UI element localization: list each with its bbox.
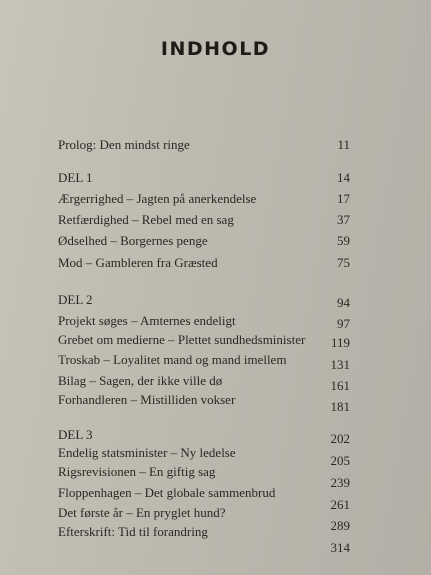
toc-entry	[58, 483, 350, 512]
toc-entry-label: Ødselhed – Borgernes penge	[58, 233, 208, 248]
toc-entry-page: 14	[337, 170, 350, 185]
toc-entry-label: Prolog: Den mindst ringe	[58, 137, 190, 152]
toc-entry-label: Mod – Gambleren fra Græsted	[58, 255, 218, 270]
toc-entry-label: Projekt søges – Amternes endeligt	[58, 313, 236, 328]
toc-entry	[58, 522, 350, 555]
toc-entry-label: Retfærdighed – Rebel med en sag	[58, 212, 234, 227]
toc-entry	[58, 311, 350, 331]
toc-entry	[58, 390, 350, 414]
toc-entry-page: 97	[337, 316, 350, 331]
toc-entry-label: Rigsrevisionen – En giftig sag	[58, 464, 216, 479]
toc-entry-page: 119	[330, 335, 350, 350]
toc-entry-page: 205	[330, 453, 350, 468]
toc-entry-page: 202	[330, 431, 350, 446]
toc-section-label: DEL 1	[58, 170, 93, 185]
toc-entry-page: 75	[337, 255, 350, 270]
toc-entry-page: 289	[330, 518, 350, 533]
toc-entry-page: 239	[330, 475, 350, 490]
page-title: INDHOLD	[160, 38, 271, 60]
toc-entry-label: Grebet om medierne – Plettet sundhedsminister	[58, 332, 306, 347]
toc-entry-page: 314	[330, 540, 350, 555]
toc-entry-page: 11	[337, 137, 350, 152]
toc-entry-label: Ærgerrighed – Jagten på anerkendelse	[58, 191, 257, 206]
toc-entry	[58, 330, 350, 350]
toc-entry-label: Floppenhagen – Det globale sammenbrud	[58, 485, 276, 500]
toc-section-label: DEL 3	[58, 427, 93, 442]
toc-entry-label: Bilag – Sagen, der ikke ville dø	[58, 373, 223, 388]
toc-entry-page: 59	[337, 233, 350, 248]
toc-section-del-2	[58, 290, 350, 310]
toc-entry-label: Troskab – Loyalitet mand og mand imellem	[58, 352, 287, 367]
toc-entry	[58, 231, 350, 251]
toc-entry	[58, 371, 350, 391]
toc-entry	[58, 189, 350, 209]
toc-entry-page: 17	[337, 191, 350, 206]
toc-entry	[58, 253, 350, 273]
toc-entry	[58, 462, 350, 490]
toc-section-label: DEL 2	[58, 292, 93, 307]
toc-entry-label: Endelig statsminister – Ny ledelse	[58, 445, 236, 460]
toc-entry-prolog	[58, 135, 350, 155]
toc-entry	[58, 350, 350, 370]
toc-entry	[58, 443, 350, 468]
toc-entry-label: Det første år – En pryglet hund?	[58, 505, 226, 520]
toc-entry-label: Forhandleren – Mistilliden vokser	[58, 392, 236, 407]
toc-section-del-3	[58, 425, 350, 445]
toc-entry-label: Efterskrift: Tid til forandring	[58, 524, 208, 539]
toc-entry-page: 261	[330, 497, 350, 512]
toc-entry-page: 131	[330, 357, 350, 372]
toc-entry-page: 94	[337, 295, 350, 310]
toc-entry-page: 161	[330, 378, 350, 393]
toc-entry	[58, 210, 350, 230]
toc-section-del-1	[58, 168, 350, 188]
toc-entry-page: 37	[337, 212, 350, 227]
toc-entry-page: 181	[330, 399, 350, 414]
